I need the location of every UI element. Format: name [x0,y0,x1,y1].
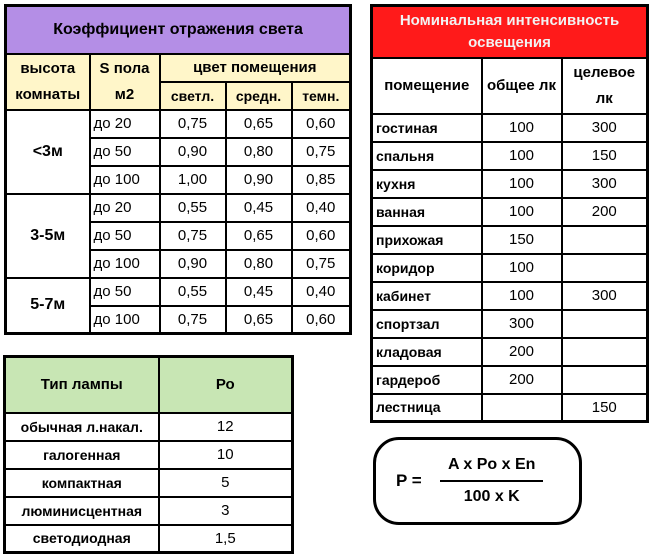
target-lux-cell: 150 [562,142,648,170]
table-row [372,282,648,310]
column-header-lamp-type: Тип лампы [5,357,159,413]
lamp-type-cell: светодиодная [5,525,159,553]
room-height-cell: 5-7м [6,278,90,334]
table-row [6,194,351,222]
room-name-cell: кабинет [372,282,482,310]
formula-lhs: P = [396,471,422,490]
light-value-cell: 0,55 [160,278,226,306]
general-lux-cell: 200 [482,338,562,366]
floor-area-cell: до 50 [90,138,160,166]
po-value-cell: 1,5 [159,525,293,553]
illumination-intensity-table [370,4,649,423]
general-lux-cell: 200 [482,366,562,394]
general-lux-cell: 100 [482,198,562,226]
dark-value-cell: 0,60 [292,306,351,334]
target-lux-cell: 300 [562,170,648,198]
column-header-area: S пола м2 [90,54,160,110]
medium-value-cell: 0,45 [226,194,292,222]
general-lux-cell: 150 [482,226,562,254]
lamp-type-table [3,355,294,554]
room-name-cell: гостиная [372,114,482,142]
medium-value-cell: 0,65 [226,110,292,138]
target-lux-cell [562,310,648,338]
reflection-coefficient-table [4,4,352,335]
column-header-light: светл. [160,82,226,110]
table-row [372,366,648,394]
column-header-dark: темн. [292,82,351,110]
light-value-cell: 0,90 [160,138,226,166]
formula-numerator: A x Po x En [440,456,543,482]
dark-value-cell: 0,40 [292,194,351,222]
medium-value-cell: 0,45 [226,278,292,306]
table-row [5,525,293,553]
table-row [372,254,648,282]
room-name-cell: кухня [372,170,482,198]
general-lux-cell: 100 [482,254,562,282]
table-row [372,198,648,226]
general-lux-cell: 100 [482,282,562,310]
target-lux-cell [562,254,648,282]
po-value-cell: 5 [159,469,293,497]
table-row [372,394,648,422]
medium-value-cell: 0,90 [226,166,292,194]
column-header-po: Ро [159,357,293,413]
table-row [5,497,293,525]
floor-area-cell: до 20 [90,194,160,222]
reflection-table-title: Коэффициент отражения света [6,6,351,54]
column-header-general-lux: общее лк [482,58,562,114]
general-lux-cell: 100 [482,170,562,198]
table-row [372,310,648,338]
light-value-cell: 0,75 [160,306,226,334]
floor-area-cell: до 100 [90,250,160,278]
formula-fraction [440,456,543,506]
light-value-cell: 1,00 [160,166,226,194]
column-header-height: высота комнаты [6,54,90,110]
po-value-cell: 12 [159,413,293,441]
po-value-cell: 3 [159,497,293,525]
dark-value-cell: 0,40 [292,278,351,306]
floor-area-cell: до 100 [90,306,160,334]
target-lux-cell: 200 [562,198,648,226]
po-value-cell: 10 [159,441,293,469]
general-lux-cell: 100 [482,142,562,170]
power-formula [373,437,582,525]
column-header-room-color: цвет помещения [160,54,351,82]
room-name-cell: спортзал [372,310,482,338]
table-row [372,338,648,366]
room-name-cell: спальня [372,142,482,170]
dark-value-cell: 0,60 [292,110,351,138]
column-header-room: помещение [372,58,482,114]
medium-value-cell: 0,65 [226,306,292,334]
table-row [372,142,648,170]
light-value-cell: 0,75 [160,222,226,250]
room-height-cell: 3-5м [6,194,90,278]
table-row [5,441,293,469]
table-row [372,114,648,142]
dark-value-cell: 0,75 [292,138,351,166]
table-row [372,226,648,254]
floor-area-cell: до 50 [90,278,160,306]
table-row [5,469,293,497]
target-lux-cell [562,366,648,394]
formula-denominator: 100 x K [463,488,520,505]
general-lux-cell [482,394,562,422]
room-name-cell: ванная [372,198,482,226]
floor-area-cell: до 50 [90,222,160,250]
light-value-cell: 0,55 [160,194,226,222]
lamp-type-cell: люминисцентная [5,497,159,525]
lamp-type-cell: компактная [5,469,159,497]
room-name-cell: гардероб [372,366,482,394]
dark-value-cell: 0,75 [292,250,351,278]
light-value-cell: 0,90 [160,250,226,278]
target-lux-cell: 300 [562,114,648,142]
general-lux-cell: 300 [482,310,562,338]
room-name-cell: лестница [372,394,482,422]
room-height-cell: <3м [6,110,90,194]
floor-area-cell: до 100 [90,166,160,194]
medium-value-cell: 0,80 [226,138,292,166]
lamp-type-cell: галогенная [5,441,159,469]
room-name-cell: коридор [372,254,482,282]
target-lux-cell: 150 [562,394,648,422]
medium-value-cell: 0,65 [226,222,292,250]
room-name-cell: прихожая [372,226,482,254]
table-row [6,278,351,306]
lamp-type-cell: обычная л.накал. [5,413,159,441]
table-row [5,413,293,441]
dark-value-cell: 0,85 [292,166,351,194]
table-row [372,170,648,198]
room-name-cell: кладовая [372,338,482,366]
general-lux-cell: 100 [482,114,562,142]
column-header-medium: средн. [226,82,292,110]
target-lux-cell [562,226,648,254]
target-lux-cell: 300 [562,282,648,310]
light-value-cell: 0,75 [160,110,226,138]
intensity-table-title: Номинальная интенсивность освещения [372,6,648,58]
column-header-target-lux: целевое лк [562,58,648,114]
target-lux-cell [562,338,648,366]
medium-value-cell: 0,80 [226,250,292,278]
table-row [6,110,351,138]
floor-area-cell: до 20 [90,110,160,138]
dark-value-cell: 0,60 [292,222,351,250]
